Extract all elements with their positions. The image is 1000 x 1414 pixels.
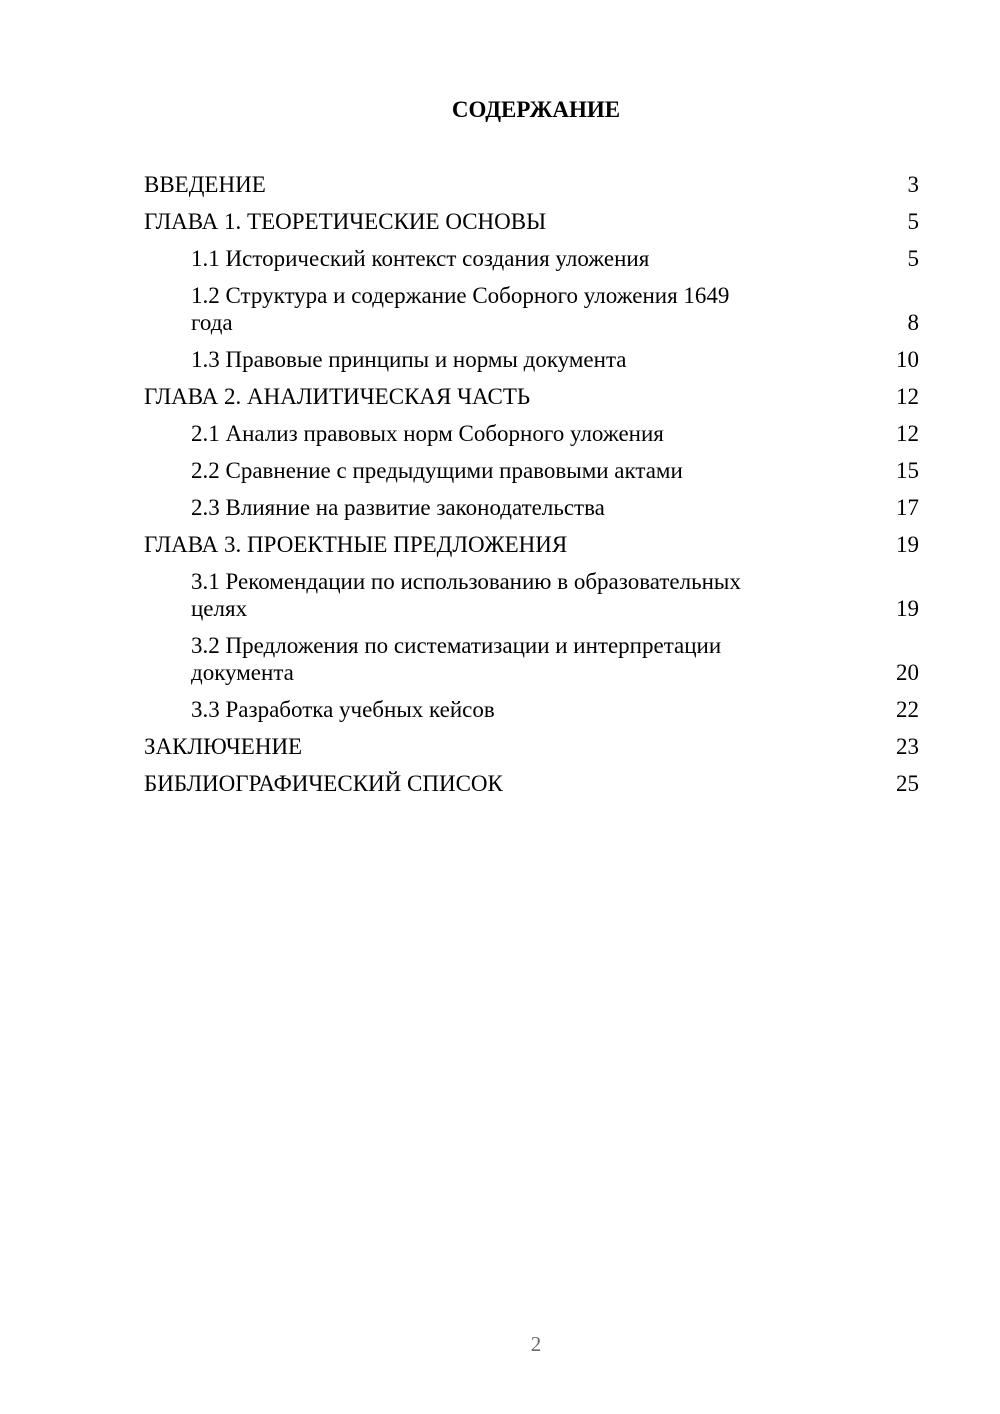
toc-entry-page: 23 xyxy=(896,734,919,759)
toc-entry-chapter-2[interactable] xyxy=(144,378,919,415)
toc-entry-section-3-2[interactable] xyxy=(144,627,919,691)
toc-entry-page: 12 xyxy=(896,384,919,409)
toc-entry-section-1-3[interactable] xyxy=(144,341,919,378)
toc-entry-page: 19 xyxy=(896,596,919,621)
toc-entry-title: 1.1 Исторический контекст создания уложения xyxy=(191,246,650,271)
toc-entry-title: 2.3 Влияние на развитие законодательства xyxy=(191,495,605,520)
toc-entry-title: ГЛАВА 1. ТЕОРЕТИЧЕСКИЕ ОСНОВЫ xyxy=(144,209,547,234)
toc-entry-page: 3 xyxy=(907,172,919,197)
toc-entry-title: 1.2 Структура и содержание Соборного уложения 1649 года xyxy=(191,283,730,335)
toc-entry-title: ГЛАВА 2. АНАЛИТИЧЕСКАЯ ЧАСТЬ xyxy=(144,384,531,409)
toc-entry-title: 2.1 Анализ правовых норм Соборного уложения xyxy=(191,421,664,446)
toc-entry-page: 10 xyxy=(896,347,919,372)
toc-entry-page: 15 xyxy=(896,458,919,483)
toc-entry-section-1-1[interactable] xyxy=(144,240,919,277)
table-of-contents xyxy=(144,166,919,802)
toc-entry-section-3-3[interactable] xyxy=(144,691,919,728)
toc-entry-page: 12 xyxy=(896,421,919,446)
toc-entry-bibliography[interactable] xyxy=(144,765,919,802)
toc-entry-section-2-1[interactable] xyxy=(144,415,919,452)
toc-entry-title: ВВЕДЕНИЕ xyxy=(144,172,266,197)
toc-entry-page: 8 xyxy=(907,310,919,335)
page-number: 2 xyxy=(530,1332,542,1356)
toc-entry-introduction[interactable] xyxy=(144,166,919,203)
page-title: СОДЕРЖАНИЕ xyxy=(451,97,621,122)
toc-entry-page: 22 xyxy=(896,697,919,722)
toc-entry-page: 5 xyxy=(907,246,919,271)
toc-entry-title: 3.1 Рекомендации по использованию в образовательных целях xyxy=(191,569,741,621)
toc-entry-page: 19 xyxy=(896,532,919,557)
toc-entry-title: БИБЛИОГРАФИЧЕСКИЙ СПИСОК xyxy=(144,771,503,796)
toc-entry-conclusion[interactable] xyxy=(144,728,919,765)
toc-entry-title: ГЛАВА 3. ПРОЕКТНЫЕ ПРЕДЛОЖЕНИЯ xyxy=(144,532,568,557)
toc-entry-title: 1.3 Правовые принципы и нормы документа xyxy=(191,347,627,372)
toc-entry-title: 3.3 Разработка учебных кейсов xyxy=(191,697,495,722)
toc-entry-page: 5 xyxy=(907,209,919,234)
toc-entry-section-2-2[interactable] xyxy=(144,452,919,489)
toc-entry-title: ЗАКЛЮЧЕНИЕ xyxy=(144,734,303,759)
toc-entry-section-2-3[interactable] xyxy=(144,489,919,526)
toc-entry-title: 2.2 Сравнение с предыдущими правовыми актами xyxy=(191,458,683,483)
toc-entry-chapter-1[interactable] xyxy=(144,203,919,240)
toc-entry-title: 3.2 Предложения по систематизации и интерпретации документа xyxy=(191,633,722,685)
toc-entry-section-1-2[interactable] xyxy=(144,277,919,341)
toc-entry-chapter-3[interactable] xyxy=(144,526,919,563)
toc-entry-page: 17 xyxy=(896,495,919,520)
toc-entry-page: 25 xyxy=(896,771,919,796)
toc-entry-page: 20 xyxy=(896,660,919,685)
toc-entry-section-3-1[interactable] xyxy=(144,563,919,627)
